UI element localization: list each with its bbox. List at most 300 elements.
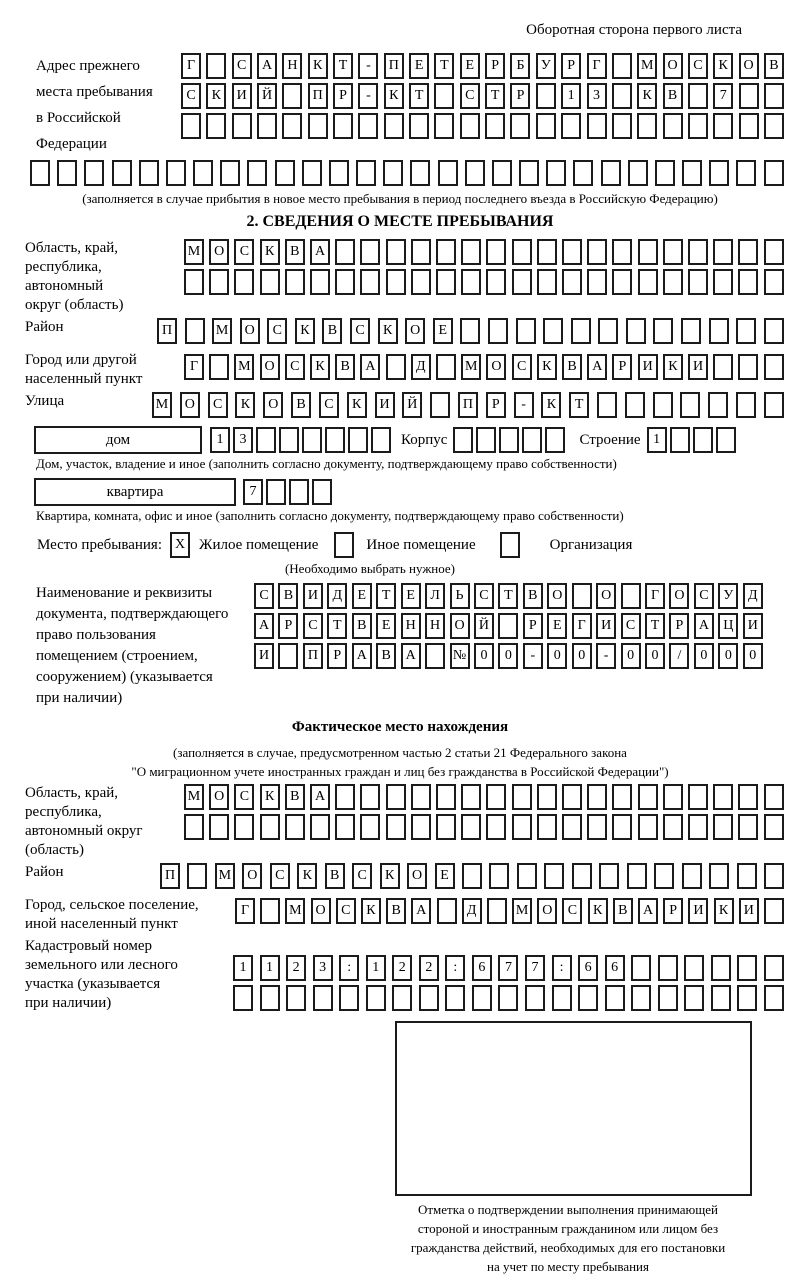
- char-cell[interactable]: -: [358, 83, 378, 109]
- char-cell[interactable]: С: [303, 613, 323, 639]
- char-cell[interactable]: [612, 784, 632, 810]
- char-cell[interactable]: [682, 863, 702, 889]
- char-cell[interactable]: [561, 113, 581, 139]
- char-cell[interactable]: [688, 269, 708, 295]
- char-cell[interactable]: В: [325, 863, 345, 889]
- char-cell[interactable]: [335, 784, 355, 810]
- char-cell[interactable]: [386, 814, 406, 840]
- char-cell[interactable]: Н: [282, 53, 302, 79]
- char-cell[interactable]: [764, 113, 784, 139]
- char-cell[interactable]: С: [688, 53, 708, 79]
- char-cell[interactable]: И: [596, 613, 616, 639]
- char-cell[interactable]: [510, 113, 530, 139]
- char-cell[interactable]: М: [461, 354, 481, 380]
- char-cell[interactable]: [612, 269, 632, 295]
- char-cell[interactable]: К: [384, 83, 404, 109]
- char-cell[interactable]: 1: [210, 427, 230, 453]
- char-cell[interactable]: И: [688, 898, 708, 924]
- char-cell[interactable]: [599, 863, 619, 889]
- char-cell[interactable]: [688, 83, 708, 109]
- char-cell[interactable]: К: [714, 898, 734, 924]
- char-cell[interactable]: [653, 318, 673, 344]
- char-cell[interactable]: К: [260, 239, 280, 265]
- char-cell[interactable]: [185, 318, 205, 344]
- char-cell[interactable]: И: [375, 392, 395, 418]
- char-cell[interactable]: М: [184, 784, 204, 810]
- char-cell[interactable]: Й: [474, 613, 494, 639]
- char-cell[interactable]: [562, 239, 582, 265]
- char-cell[interactable]: [713, 354, 733, 380]
- char-cell[interactable]: У: [536, 53, 556, 79]
- char-cell[interactable]: Т: [485, 83, 505, 109]
- char-cell[interactable]: [112, 160, 132, 186]
- char-cell[interactable]: [552, 985, 572, 1011]
- char-cell[interactable]: [489, 863, 509, 889]
- char-cell[interactable]: [438, 160, 458, 186]
- char-cell[interactable]: К: [713, 53, 733, 79]
- char-cell[interactable]: [713, 113, 733, 139]
- char-cell[interactable]: [358, 113, 378, 139]
- char-cell[interactable]: С: [694, 583, 714, 609]
- char-cell[interactable]: [310, 269, 330, 295]
- char-cell[interactable]: [411, 784, 431, 810]
- char-cell[interactable]: [571, 318, 591, 344]
- char-cell[interactable]: [537, 269, 557, 295]
- char-cell[interactable]: [572, 583, 592, 609]
- char-cell[interactable]: [233, 985, 253, 1011]
- char-cell[interactable]: [486, 784, 506, 810]
- char-cell[interactable]: [711, 955, 731, 981]
- char-cell[interactable]: [716, 427, 736, 453]
- char-cell[interactable]: [545, 427, 565, 453]
- char-cell[interactable]: [260, 814, 280, 840]
- char-cell[interactable]: [764, 354, 784, 380]
- char-cell[interactable]: К: [308, 53, 328, 79]
- char-cell[interactable]: [764, 239, 784, 265]
- char-cell[interactable]: [658, 955, 678, 981]
- char-cell[interactable]: В: [523, 583, 543, 609]
- char-cell[interactable]: :: [445, 955, 465, 981]
- char-cell[interactable]: 3: [587, 83, 607, 109]
- char-cell[interactable]: 0: [645, 643, 665, 669]
- char-cell[interactable]: Е: [352, 583, 372, 609]
- char-cell[interactable]: [522, 427, 542, 453]
- char-cell[interactable]: О: [486, 354, 506, 380]
- char-cell[interactable]: [605, 985, 625, 1011]
- char-cell[interactable]: [260, 898, 280, 924]
- char-cell[interactable]: [434, 113, 454, 139]
- char-cell[interactable]: Е: [433, 318, 453, 344]
- char-cell[interactable]: Г: [572, 613, 592, 639]
- char-cell[interactable]: [713, 784, 733, 810]
- char-cell[interactable]: [386, 784, 406, 810]
- char-cell[interactable]: [631, 955, 651, 981]
- char-cell[interactable]: [738, 784, 758, 810]
- char-cell[interactable]: [486, 814, 506, 840]
- char-cell[interactable]: [335, 239, 355, 265]
- char-cell[interactable]: С: [270, 863, 290, 889]
- char-cell[interactable]: [166, 160, 186, 186]
- char-cell[interactable]: С: [285, 354, 305, 380]
- char-cell[interactable]: [736, 318, 756, 344]
- char-cell[interactable]: [436, 784, 456, 810]
- char-cell[interactable]: [30, 160, 50, 186]
- char-cell[interactable]: [597, 392, 617, 418]
- char-cell[interactable]: [356, 160, 376, 186]
- char-cell[interactable]: 6: [605, 955, 625, 981]
- char-cell[interactable]: [384, 113, 404, 139]
- char-cell[interactable]: 1: [647, 427, 667, 453]
- char-cell[interactable]: А: [401, 643, 421, 669]
- char-cell[interactable]: [612, 53, 632, 79]
- char-cell[interactable]: [546, 160, 566, 186]
- char-cell[interactable]: 3: [233, 427, 253, 453]
- char-cell[interactable]: [738, 239, 758, 265]
- char-cell[interactable]: [688, 113, 708, 139]
- char-cell[interactable]: [348, 427, 368, 453]
- char-cell[interactable]: Т: [498, 583, 518, 609]
- char-cell[interactable]: А: [352, 643, 372, 669]
- char-cell[interactable]: [525, 985, 545, 1011]
- char-cell[interactable]: Р: [612, 354, 632, 380]
- char-cell[interactable]: [335, 814, 355, 840]
- char-cell[interactable]: [713, 269, 733, 295]
- char-cell[interactable]: В: [285, 239, 305, 265]
- char-cell[interactable]: [285, 814, 305, 840]
- char-cell[interactable]: К: [361, 898, 381, 924]
- char-cell[interactable]: [536, 113, 556, 139]
- char-cell[interactable]: [693, 427, 713, 453]
- char-cell[interactable]: 0: [694, 643, 714, 669]
- char-cell[interactable]: 2: [419, 955, 439, 981]
- char-cell[interactable]: [436, 814, 456, 840]
- char-cell[interactable]: С: [621, 613, 641, 639]
- char-cell[interactable]: О: [669, 583, 689, 609]
- char-cell[interactable]: :: [339, 955, 359, 981]
- char-cell[interactable]: [302, 160, 322, 186]
- char-cell[interactable]: [419, 985, 439, 1011]
- char-cell[interactable]: [637, 113, 657, 139]
- char-cell[interactable]: [612, 83, 632, 109]
- char-cell[interactable]: [638, 784, 658, 810]
- char-cell[interactable]: [285, 269, 305, 295]
- char-cell[interactable]: [411, 239, 431, 265]
- char-cell[interactable]: [286, 985, 306, 1011]
- char-cell[interactable]: Р: [663, 898, 683, 924]
- char-cell[interactable]: 0: [743, 643, 763, 669]
- char-cell[interactable]: [460, 113, 480, 139]
- char-cell[interactable]: [713, 239, 733, 265]
- char-cell[interactable]: [386, 239, 406, 265]
- char-cell[interactable]: О: [405, 318, 425, 344]
- char-cell[interactable]: О: [596, 583, 616, 609]
- char-cell[interactable]: [684, 985, 704, 1011]
- char-cell[interactable]: Т: [409, 83, 429, 109]
- char-cell[interactable]: С: [208, 392, 228, 418]
- char-cell[interactable]: О: [311, 898, 331, 924]
- char-cell[interactable]: [411, 814, 431, 840]
- char-cell[interactable]: [764, 863, 784, 889]
- char-cell[interactable]: К: [295, 318, 315, 344]
- char-cell[interactable]: [461, 239, 481, 265]
- char-cell[interactable]: [708, 392, 728, 418]
- char-cell[interactable]: Е: [435, 863, 455, 889]
- char-cell[interactable]: М: [215, 863, 235, 889]
- char-cell[interactable]: [476, 427, 496, 453]
- char-cell[interactable]: [434, 83, 454, 109]
- checkbox-org[interactable]: [500, 532, 520, 558]
- char-cell[interactable]: [313, 985, 333, 1011]
- char-cell[interactable]: В: [335, 354, 355, 380]
- char-cell[interactable]: О: [663, 53, 683, 79]
- char-cell[interactable]: -: [358, 53, 378, 79]
- char-cell[interactable]: К: [206, 83, 226, 109]
- char-cell[interactable]: В: [764, 53, 784, 79]
- char-cell[interactable]: М: [184, 239, 204, 265]
- char-cell[interactable]: [209, 354, 229, 380]
- char-cell[interactable]: Н: [401, 613, 421, 639]
- char-cell[interactable]: В: [322, 318, 342, 344]
- char-cell[interactable]: [709, 863, 729, 889]
- char-cell[interactable]: [333, 113, 353, 139]
- char-cell[interactable]: [638, 239, 658, 265]
- char-cell[interactable]: [181, 113, 201, 139]
- char-cell[interactable]: [392, 985, 412, 1011]
- char-cell[interactable]: [680, 392, 700, 418]
- char-cell[interactable]: [512, 784, 532, 810]
- char-cell[interactable]: [279, 427, 299, 453]
- char-cell[interactable]: Р: [523, 613, 543, 639]
- char-cell[interactable]: 6: [578, 955, 598, 981]
- char-cell[interactable]: А: [587, 354, 607, 380]
- char-cell[interactable]: [638, 814, 658, 840]
- char-cell[interactable]: М: [152, 392, 172, 418]
- char-cell[interactable]: [688, 239, 708, 265]
- char-cell[interactable]: А: [310, 784, 330, 810]
- char-cell[interactable]: И: [254, 643, 274, 669]
- char-cell[interactable]: [184, 269, 204, 295]
- char-cell[interactable]: Е: [376, 613, 396, 639]
- char-cell[interactable]: [453, 427, 473, 453]
- char-cell[interactable]: В: [285, 784, 305, 810]
- char-cell[interactable]: [247, 160, 267, 186]
- char-cell[interactable]: [537, 239, 557, 265]
- char-cell[interactable]: Д: [743, 583, 763, 609]
- char-cell[interactable]: 0: [718, 643, 738, 669]
- char-cell[interactable]: А: [254, 613, 274, 639]
- char-cell[interactable]: [436, 239, 456, 265]
- char-cell[interactable]: [663, 784, 683, 810]
- char-cell[interactable]: [465, 160, 485, 186]
- char-cell[interactable]: [653, 392, 673, 418]
- char-cell[interactable]: С: [336, 898, 356, 924]
- char-cell[interactable]: [737, 863, 757, 889]
- char-cell[interactable]: [460, 318, 480, 344]
- char-cell[interactable]: [461, 784, 481, 810]
- char-cell[interactable]: 0: [621, 643, 641, 669]
- char-cell[interactable]: [688, 814, 708, 840]
- char-cell[interactable]: С: [234, 784, 254, 810]
- char-cell[interactable]: [537, 814, 557, 840]
- char-cell[interactable]: С: [562, 898, 582, 924]
- char-cell[interactable]: [519, 160, 539, 186]
- char-cell[interactable]: [562, 784, 582, 810]
- char-cell[interactable]: И: [743, 613, 763, 639]
- char-cell[interactable]: И: [688, 354, 708, 380]
- char-cell[interactable]: -: [523, 643, 543, 669]
- char-cell[interactable]: [234, 269, 254, 295]
- char-cell[interactable]: [256, 427, 276, 453]
- char-cell[interactable]: [537, 784, 557, 810]
- char-cell[interactable]: О: [263, 392, 283, 418]
- char-cell[interactable]: [360, 814, 380, 840]
- char-cell[interactable]: [266, 479, 286, 505]
- char-cell[interactable]: Р: [510, 83, 530, 109]
- char-cell[interactable]: [536, 83, 556, 109]
- char-cell[interactable]: [764, 269, 784, 295]
- char-cell[interactable]: [425, 643, 445, 669]
- char-cell[interactable]: А: [694, 613, 714, 639]
- char-cell[interactable]: [764, 985, 784, 1011]
- char-cell[interactable]: [681, 318, 701, 344]
- char-cell[interactable]: 6: [472, 955, 492, 981]
- char-cell[interactable]: [360, 239, 380, 265]
- char-cell[interactable]: 1: [260, 955, 280, 981]
- char-cell[interactable]: О: [739, 53, 759, 79]
- char-cell[interactable]: С: [267, 318, 287, 344]
- char-cell[interactable]: /: [669, 643, 689, 669]
- char-cell[interactable]: И: [739, 898, 759, 924]
- char-cell[interactable]: [436, 354, 456, 380]
- char-cell[interactable]: 0: [547, 643, 567, 669]
- char-cell[interactable]: К: [235, 392, 255, 418]
- char-cell[interactable]: :: [552, 955, 572, 981]
- char-cell[interactable]: С: [254, 583, 274, 609]
- char-cell[interactable]: О: [242, 863, 262, 889]
- char-cell[interactable]: [371, 427, 391, 453]
- char-cell[interactable]: [628, 160, 648, 186]
- char-cell[interactable]: К: [310, 354, 330, 380]
- char-cell[interactable]: Б: [510, 53, 530, 79]
- char-cell[interactable]: -: [596, 643, 616, 669]
- char-cell[interactable]: [739, 83, 759, 109]
- char-cell[interactable]: [562, 814, 582, 840]
- char-cell[interactable]: Р: [485, 53, 505, 79]
- char-cell[interactable]: [512, 239, 532, 265]
- char-cell[interactable]: [612, 239, 632, 265]
- char-cell[interactable]: М: [212, 318, 232, 344]
- char-cell[interactable]: С: [232, 53, 252, 79]
- char-cell[interactable]: П: [308, 83, 328, 109]
- char-cell[interactable]: [670, 427, 690, 453]
- char-cell[interactable]: О: [180, 392, 200, 418]
- char-cell[interactable]: Т: [376, 583, 396, 609]
- char-cell[interactable]: Г: [587, 53, 607, 79]
- char-cell[interactable]: С: [181, 83, 201, 109]
- char-cell[interactable]: [764, 784, 784, 810]
- char-cell[interactable]: [278, 643, 298, 669]
- char-cell[interactable]: Т: [569, 392, 589, 418]
- char-cell[interactable]: М: [285, 898, 305, 924]
- char-cell[interactable]: К: [537, 354, 557, 380]
- char-cell[interactable]: [84, 160, 104, 186]
- char-cell[interactable]: К: [260, 784, 280, 810]
- char-cell[interactable]: [562, 269, 582, 295]
- char-cell[interactable]: [282, 83, 302, 109]
- char-cell[interactable]: [209, 814, 229, 840]
- char-cell[interactable]: В: [562, 354, 582, 380]
- char-cell[interactable]: А: [638, 898, 658, 924]
- char-cell[interactable]: Е: [460, 53, 480, 79]
- char-cell[interactable]: 0: [498, 643, 518, 669]
- char-cell[interactable]: [655, 160, 675, 186]
- char-cell[interactable]: [472, 985, 492, 1011]
- char-cell[interactable]: [663, 269, 683, 295]
- char-cell[interactable]: 7: [525, 955, 545, 981]
- char-cell[interactable]: [487, 898, 507, 924]
- char-cell[interactable]: [409, 113, 429, 139]
- char-cell[interactable]: В: [613, 898, 633, 924]
- char-cell[interactable]: 1: [561, 83, 581, 109]
- char-cell[interactable]: [498, 613, 518, 639]
- char-cell[interactable]: Й: [402, 392, 422, 418]
- char-cell[interactable]: [572, 863, 592, 889]
- char-cell[interactable]: 7: [498, 955, 518, 981]
- char-cell[interactable]: А: [360, 354, 380, 380]
- char-cell[interactable]: С: [512, 354, 532, 380]
- char-cell[interactable]: Й: [257, 83, 277, 109]
- char-cell[interactable]: 2: [286, 955, 306, 981]
- char-cell[interactable]: С: [319, 392, 339, 418]
- char-cell[interactable]: [275, 160, 295, 186]
- char-cell[interactable]: [573, 160, 593, 186]
- char-cell[interactable]: [638, 269, 658, 295]
- char-cell[interactable]: [736, 392, 756, 418]
- char-cell[interactable]: Р: [561, 53, 581, 79]
- char-cell[interactable]: №: [450, 643, 470, 669]
- char-cell[interactable]: П: [160, 863, 180, 889]
- char-cell[interactable]: Г: [235, 898, 255, 924]
- char-cell[interactable]: 7: [243, 479, 263, 505]
- char-cell[interactable]: [578, 985, 598, 1011]
- char-cell[interactable]: [764, 898, 784, 924]
- char-cell[interactable]: [764, 814, 784, 840]
- checkbox-inoe[interactable]: [334, 532, 354, 558]
- char-cell[interactable]: О: [537, 898, 557, 924]
- char-cell[interactable]: [260, 269, 280, 295]
- char-cell[interactable]: [658, 985, 678, 1011]
- char-cell[interactable]: [437, 898, 457, 924]
- char-cell[interactable]: [587, 239, 607, 265]
- char-cell[interactable]: Е: [547, 613, 567, 639]
- char-cell[interactable]: [312, 479, 332, 505]
- char-cell[interactable]: [193, 160, 213, 186]
- char-cell[interactable]: Д: [411, 354, 431, 380]
- char-cell[interactable]: [411, 269, 431, 295]
- char-cell[interactable]: О: [240, 318, 260, 344]
- char-cell[interactable]: Т: [434, 53, 454, 79]
- char-cell[interactable]: В: [352, 613, 372, 639]
- char-cell[interactable]: [738, 269, 758, 295]
- char-cell[interactable]: [682, 160, 702, 186]
- char-cell[interactable]: [764, 160, 784, 186]
- char-cell[interactable]: О: [260, 354, 280, 380]
- char-cell[interactable]: [737, 955, 757, 981]
- char-cell[interactable]: [739, 113, 759, 139]
- char-cell[interactable]: А: [310, 239, 330, 265]
- char-cell[interactable]: [289, 479, 309, 505]
- char-cell[interactable]: М: [234, 354, 254, 380]
